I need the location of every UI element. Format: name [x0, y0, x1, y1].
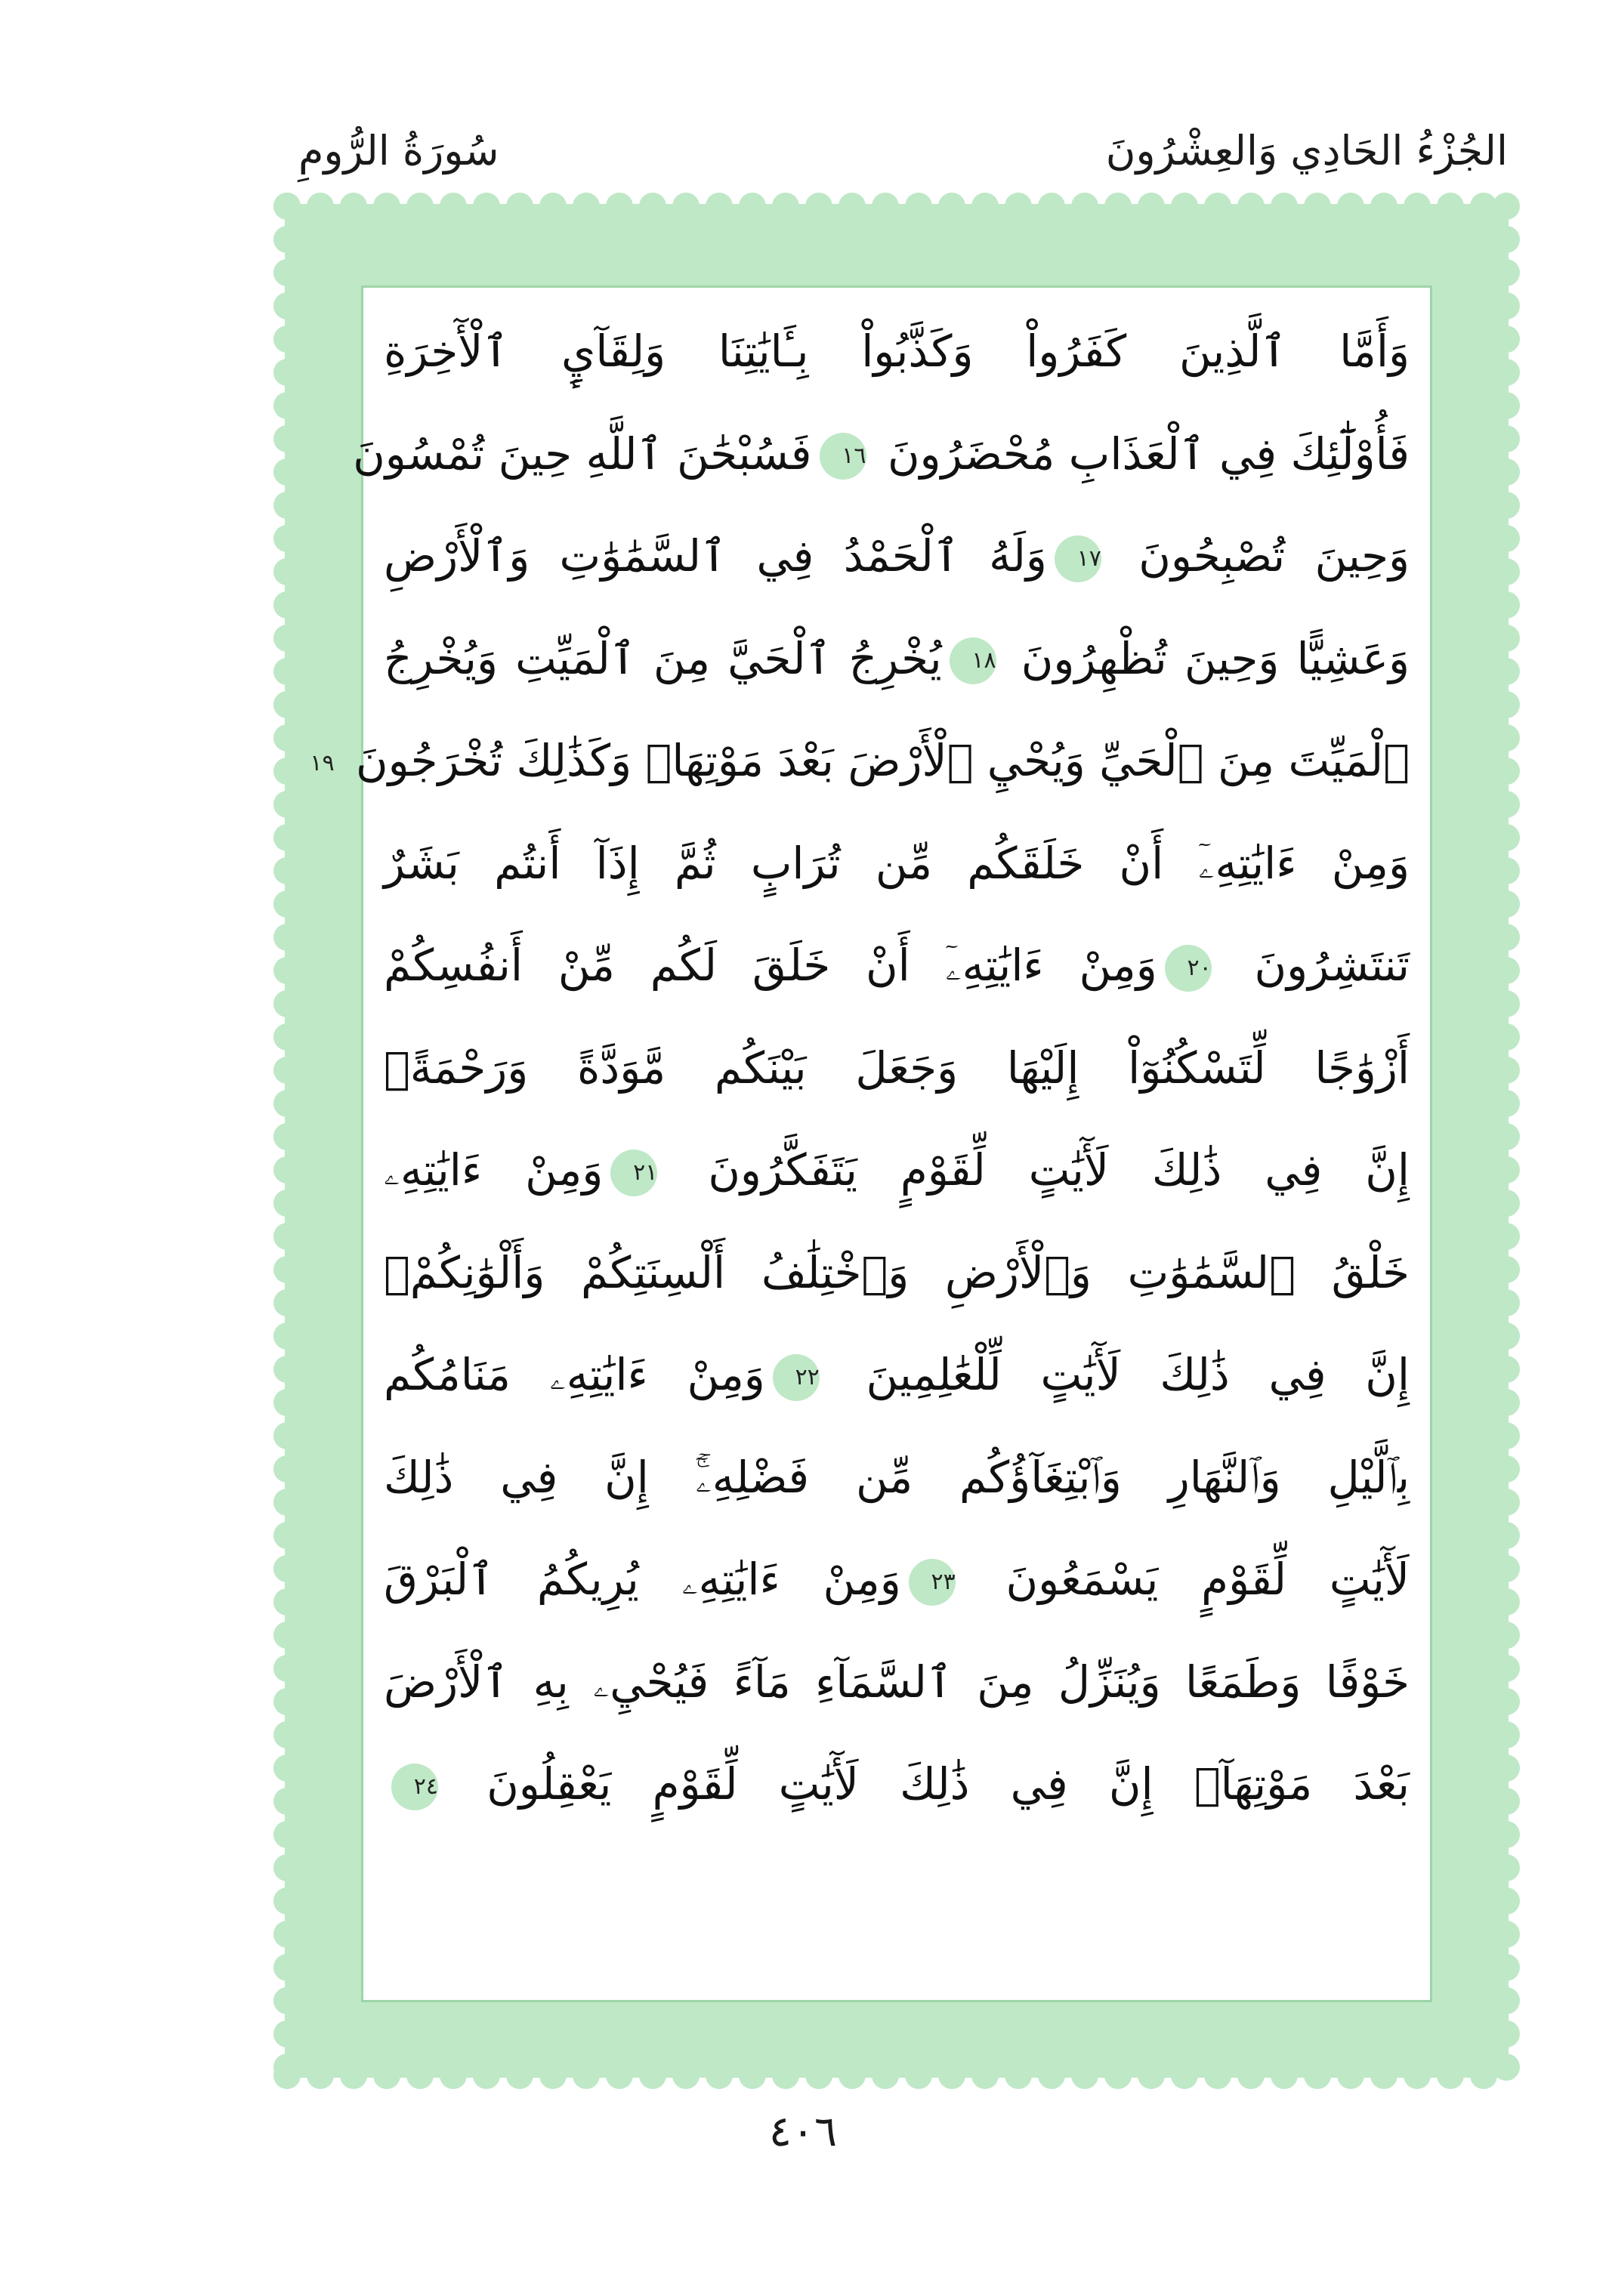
text-line [384, 813, 1410, 915]
ayah-number-marker: ٢٠ [1165, 945, 1212, 992]
verse-text: ٱلْمَيِّتَ مِنَ ٱلْحَيِّ وَيُحْيِ ٱلْأَرْضَ بَعْدَ مَوْتِهَاۚ وَكَذَٰلِكَ تُخْرَجُونَ [341, 735, 1410, 786]
verse-text: وَعَشِيًّا وَحِينَ تُظْهِرُونَ [1003, 632, 1410, 684]
ayah-number-marker: ٢٣ [909, 1559, 956, 1606]
text-line [384, 915, 1410, 1017]
verse-text: بَعْدَ مَوْتِهَآۚ إِنَّ فِي ذَٰلِكَ لَأٓيَٰتٍ لِّقَوْمٍ يَعْقِلُونَ [446, 1758, 1410, 1810]
quran-text-body [310, 301, 1410, 1836]
text-line [384, 505, 1410, 608]
verse-text: وَمِنْ ءَايَٰتِهِۦ يُرِيكُمُ ٱلْبَرْقَ [384, 1554, 901, 1605]
verse-text: وَمِنْ ءَايَٰتِهِۦ مَنَامُكُم [384, 1349, 765, 1400]
juz-title: الجُزْءُ الحَادِي وَالعِشْرُونَ [1105, 127, 1508, 174]
verse-text: تَنتَشِرُونَ [1218, 940, 1410, 991]
verse-text: وَمِنْ ءَايَٰتِهِۦٓ أَنْ خَلَقَ لَكُم مِّنْ أَنفُسِكُمْ [384, 940, 1157, 991]
text-line [384, 1119, 1410, 1222]
surah-title: سُورَةُ الرُّومِ [298, 127, 499, 174]
page-number: ٤٠٦ [768, 2107, 838, 2156]
verse-text: خَوْفًا وَطَمَعًا وَيُنَزِّلُ مِنَ ٱلسَّمَآءِ مَآءً فَيُحْيِۦ بِهِ ٱلْأَرْضَ [384, 1656, 1410, 1708]
text-line [384, 1427, 1410, 1529]
text-line [353, 403, 1410, 506]
verse-text: إِنَّ فِي ذَٰلِكَ لَأٓيَٰتٍ لِّلْعَٰلِمِينَ [826, 1349, 1410, 1400]
verse-text: وَحِينَ تُصْبِحُونَ [1108, 530, 1410, 582]
verse-text: أَزْوَٰجًا لِّتَسْكُنُوٓاْ إِلَيْهَا وَجَعَلَ بَيْنَكُم مَّوَدَّةً وَرَحْمَةًۚ [384, 1042, 1410, 1094]
ayah-number-marker: ١٧ [1055, 535, 1101, 582]
text-line [384, 301, 1410, 403]
text-line [384, 1222, 1410, 1325]
text-line [384, 1529, 1410, 1631]
ayah-number-marker: ١٨ [950, 637, 996, 684]
verse-text: فَسُبْحَٰنَ ٱللَّهِ حِينَ تُمْسُونَ [353, 427, 812, 480]
verse-text: وَمِنْ ءَايَٰتِهِۦٓ أَنْ خَلَقَكُم مِّن تُرَابٍ ثُمَّ إِذَآ أَنتُم بَشَرٌ [384, 837, 1410, 889]
verse-text: بِٱلَّيْلِ وَٱلنَّهَارِ وَٱبْتِغَآؤُكُم مِّن فَضْلِهِۦٓۚ إِنَّ فِي ذَٰلِكَ [384, 1451, 1410, 1503]
verse-text: وَمِنْ ءَايَٰتِهِۦ [384, 1144, 604, 1196]
ayah-number-marker: ٢٤ [391, 1764, 438, 1810]
ayah-number-marker: ١٩ [288, 740, 335, 787]
verse-text: لَأٓيَٰتٍ لِّقَوْمٍ يَسْمَعُونَ [962, 1554, 1410, 1605]
ayah-number-marker: ٢٢ [773, 1354, 820, 1401]
text-line [384, 1733, 1410, 1836]
text-line [384, 608, 1410, 711]
verse-text: إِنَّ فِي ذَٰلِكَ لَأٓيَٰتٍ لِّقَوْمٍ يَتَفَكَّرُونَ [665, 1144, 1410, 1196]
ayah-number-marker: ١٦ [820, 433, 866, 480]
verse-text: فَأُوْلَٰٓئِكَ فِي ٱلْعَذَابِ مُحْضَرُونَ [873, 427, 1410, 480]
text-line [384, 1631, 1410, 1734]
text-line [310, 710, 1410, 813]
verse-text: يُخْرِجُ ٱلْحَيَّ مِنَ ٱلْمَيِّتِ وَيُخْرِجُ [384, 632, 942, 684]
text-line [384, 1017, 1410, 1120]
verse-text: وَأَمَّا ٱلَّذِينَ كَفَرُواْ وَكَذَّبُواْ بِـَٔايَٰتِنَا وَلِقَآيِٕ ٱلْأٓخِرَةِ [384, 326, 1410, 377]
verse-text: خَلْقُ ٱلسَّمَٰوَٰتِ وَٱلْأَرْضِ وَٱخْتِلَٰفُ أَلْسِنَتِكُمْ وَأَلْوَٰنِكُمْۚ [384, 1246, 1410, 1298]
ayah-number-marker: ٢١ [610, 1150, 657, 1196]
verse-text: وَلَهُ ٱلْحَمْدُ فِي ٱلسَّمَٰوَٰتِ وَٱلْأَرْضِ [384, 530, 1047, 582]
text-line [384, 1324, 1410, 1427]
